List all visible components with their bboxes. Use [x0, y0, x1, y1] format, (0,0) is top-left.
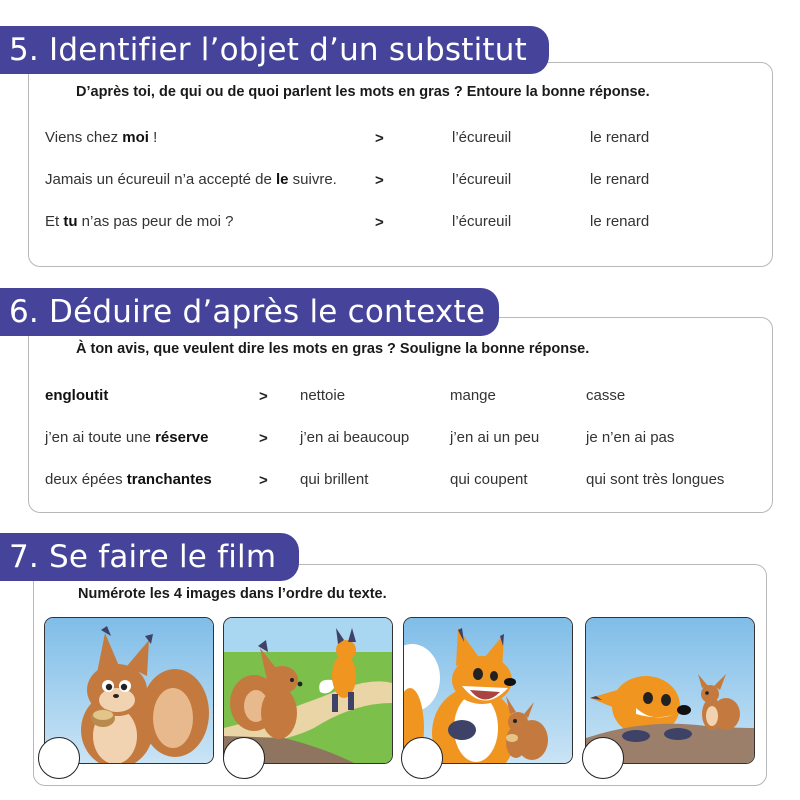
- option-2[interactable]: j’en ai un peu: [450, 429, 540, 446]
- section-6-instruction: À ton avis, que veulent dire les mots en gras ? Souligne la bonne réponse.: [76, 341, 590, 357]
- section-7-title: 7. Se faire le film: [9, 539, 277, 575]
- arrow-icon: >: [375, 214, 384, 231]
- arrow-icon: >: [375, 130, 384, 147]
- option-ecureuil[interactable]: l’écureuil: [452, 213, 512, 230]
- section-6-phrase-1: engloutit: [45, 387, 109, 404]
- section-6-phrase-2: j’en ai toute une réserve: [45, 429, 209, 446]
- option-1[interactable]: nettoie: [300, 387, 346, 404]
- section-5-title: 5. Identifier l’objet d’un substitut: [9, 32, 527, 68]
- arrow-icon: >: [259, 472, 268, 489]
- option-3[interactable]: qui sont très longues: [586, 471, 725, 488]
- option-ecureuil[interactable]: l’écureuil: [452, 171, 512, 188]
- arrow-icon: >: [259, 388, 268, 405]
- option-1[interactable]: qui brillent: [300, 471, 369, 488]
- section-7-header: [0, 533, 299, 581]
- section-5-sentence-2: Jamais un écureuil n’a accepté de le suivre.: [45, 171, 337, 188]
- option-3[interactable]: je n’en ai pas: [586, 429, 675, 446]
- section-5-sentence-1: Viens chez moi !: [45, 129, 158, 146]
- number-circle-1[interactable]: [38, 737, 80, 779]
- section-7-instruction: Numérote les 4 images dans l’ordre du texte.: [78, 586, 387, 602]
- option-3[interactable]: casse: [586, 387, 626, 404]
- option-2[interactable]: qui coupent: [450, 471, 528, 488]
- arrow-icon: >: [259, 430, 268, 447]
- number-circle-2[interactable]: [223, 737, 265, 779]
- option-renard[interactable]: le renard: [590, 171, 650, 188]
- section-5-sentence-3: Et tu n’as pas peur de moi ?: [45, 213, 234, 230]
- option-renard[interactable]: le renard: [590, 213, 650, 230]
- number-circle-3[interactable]: [401, 737, 443, 779]
- option-renard[interactable]: le renard: [590, 129, 650, 146]
- option-ecureuil[interactable]: l’écureuil: [452, 129, 512, 146]
- section-6-header: [0, 288, 499, 336]
- option-1[interactable]: j’en ai beaucoup: [300, 429, 410, 446]
- number-circle-4[interactable]: [582, 737, 624, 779]
- section-5-header: [0, 26, 549, 74]
- section-5-instruction: D’après toi, de qui ou de quoi parlent les mots en gras ? Entoure la bonne réponse.: [76, 84, 650, 100]
- section-6-title: 6. Déduire d’après le contexte: [9, 294, 486, 330]
- arrow-icon: >: [375, 172, 384, 189]
- option-2[interactable]: mange: [450, 387, 496, 404]
- section-6-phrase-3: deux épées tranchantes: [45, 471, 212, 488]
